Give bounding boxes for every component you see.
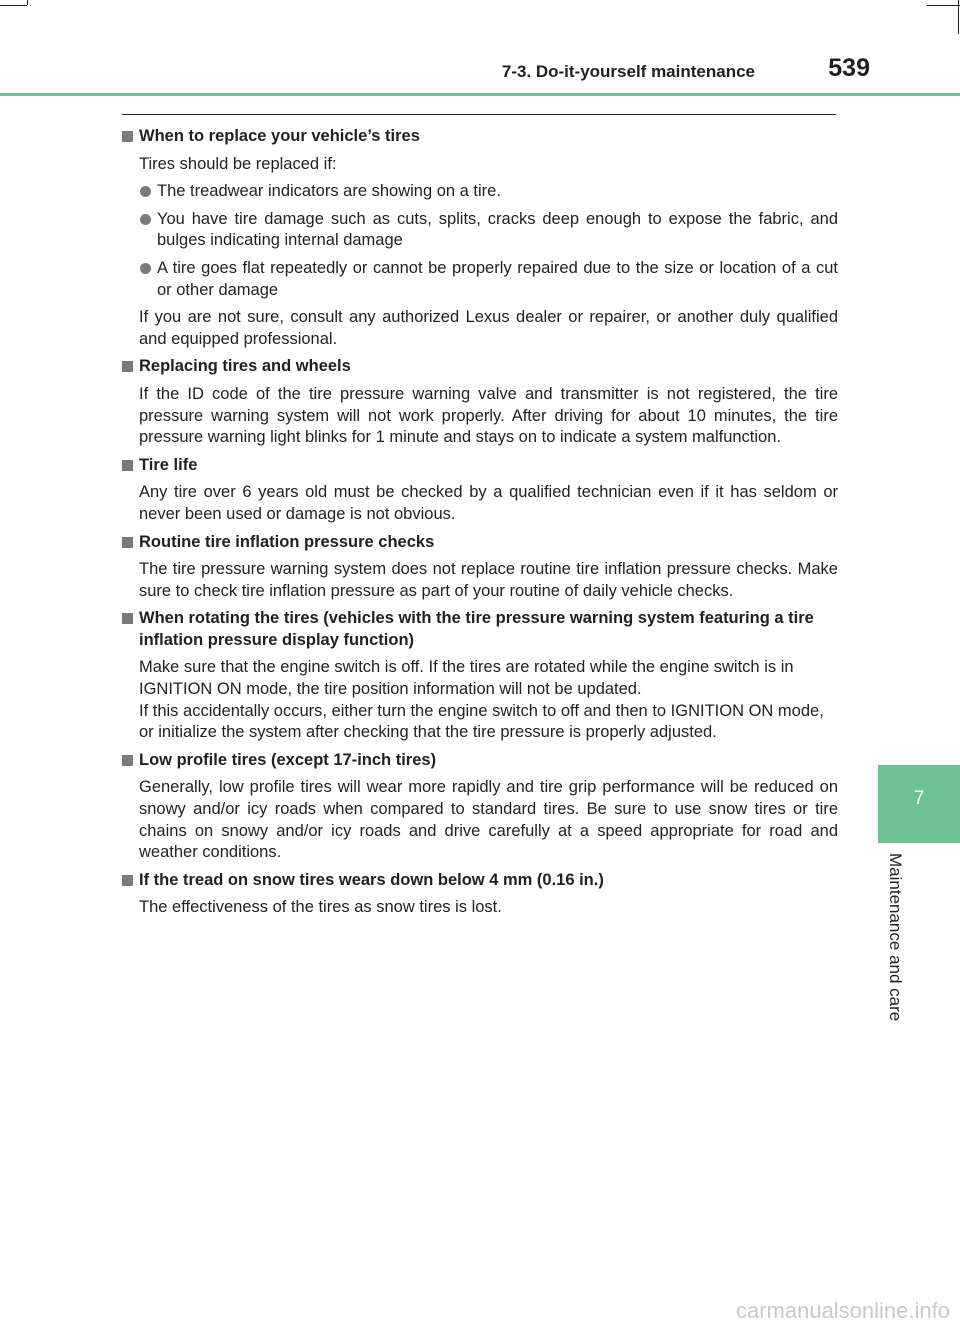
section-heading: When to replace your vehicle’s tires: [121, 126, 838, 148]
section-body: The tire pressure warning system does not replace routine tire inflation pressure checks. Make sure to check tire inflation pressure as part of your routine of daily vehicle checks.: [139, 560, 838, 600]
crop-mark: [27, 0, 28, 5]
list-item: You have tire damage such as cuts, splits, cracks deep enough to expose the fabric, and bulges indicating internal damage: [121, 209, 838, 252]
section-heading: When rotating the tires (vehicles with the tire pressure warning system featuring a tire inflation pressure display function): [121, 608, 838, 651]
circle-bullet-icon: [140, 186, 151, 197]
crop-mark: [0, 5, 27, 6]
section-body: Any tire over 6 years old must be checked by a qualified technician even if it has seldom or never been used or damage is not obvious.: [139, 483, 838, 523]
square-bullet-icon: [122, 537, 133, 548]
circle-bullet-icon: [140, 214, 151, 225]
section-intro: Tires should be replaced if:: [139, 154, 337, 173]
section-outro: If you are not sure, consult any authorized Lexus dealer or repairer, or another duly qualified and equipped professional.: [139, 308, 838, 348]
section-heading: Tire life: [121, 455, 838, 477]
square-bullet-icon: [122, 875, 133, 886]
chapter-tab: [878, 765, 960, 843]
section-body: The effectiveness of the tires as snow tires is lost.: [139, 898, 502, 917]
section-replacing-tires: [121, 356, 838, 448]
list-item: A tire goes flat repeatedly or cannot be properly repaired due to the size or location of a cut or other damage: [121, 258, 838, 301]
square-bullet-icon: [122, 755, 133, 766]
square-bullet-icon: [122, 613, 133, 624]
section-body-continued: If this accidentally occurs, either turn the engine switch to off and then to IGNITION ON mode, or initialize the system after checking that the tire pressure is properly adjusted.: [139, 701, 824, 742]
square-bullet-icon: [122, 131, 133, 142]
page-number: 539: [828, 54, 870, 82]
section-title: 7-3. Do-it-yourself maintenance: [501, 62, 755, 81]
watermark: carmanualsonline.info: [735, 1298, 950, 1323]
section-rotating-tires: [121, 608, 838, 744]
section-heading: Low profile tires (except 17-inch tires): [121, 750, 838, 772]
chapter-number: 7: [913, 788, 925, 809]
crop-mark: [927, 5, 960, 6]
crop-mark: [958, 0, 959, 34]
section-snow-tires: [121, 870, 838, 919]
section-heading: Routine tire inflation pressure checks: [121, 532, 838, 554]
section-body: Generally, low profile tires will wear more rapidly and tire grip performance will be reduced on snowy and/or icy roads when compared to standard tires. Be sure to use snow tires or tire chains on snowy and/or icy roads and drive carefully at a speed appropriate for road and weather conditions.: [139, 778, 838, 862]
section-heading: If the tread on snow tires wears down below 4 mm (0.16 in.): [121, 870, 838, 892]
content-rule: [122, 114, 836, 115]
section-body: If the ID code of the tire pressure warning valve and transmitter is not registered, the tire pressure warning system will not work properly. After driving for about 10 minutes, the tire pressure warning light blinks for 1 minute and stays on to indicate a system malfunction.: [139, 384, 838, 447]
section-routine-checks: [121, 532, 838, 603]
page-content: [121, 126, 838, 925]
section-low-profile: [121, 750, 838, 864]
chapter-title: Maintenance and care: [886, 853, 905, 1022]
square-bullet-icon: [122, 460, 133, 471]
circle-bullet-icon: [140, 263, 151, 274]
section-tire-life: [121, 455, 838, 526]
header-rule: [0, 93, 960, 96]
square-bullet-icon: [122, 361, 133, 372]
section-when-to-replace: [121, 126, 838, 350]
list-item: The treadwear indicators are showing on a tire.: [121, 181, 838, 203]
section-body: Make sure that the engine switch is off. If the tires are rotated while the engine switch is in IGNITION ON mode, the tire position information will not be updated.: [139, 658, 794, 699]
section-heading: Replacing tires and wheels: [121, 356, 838, 378]
